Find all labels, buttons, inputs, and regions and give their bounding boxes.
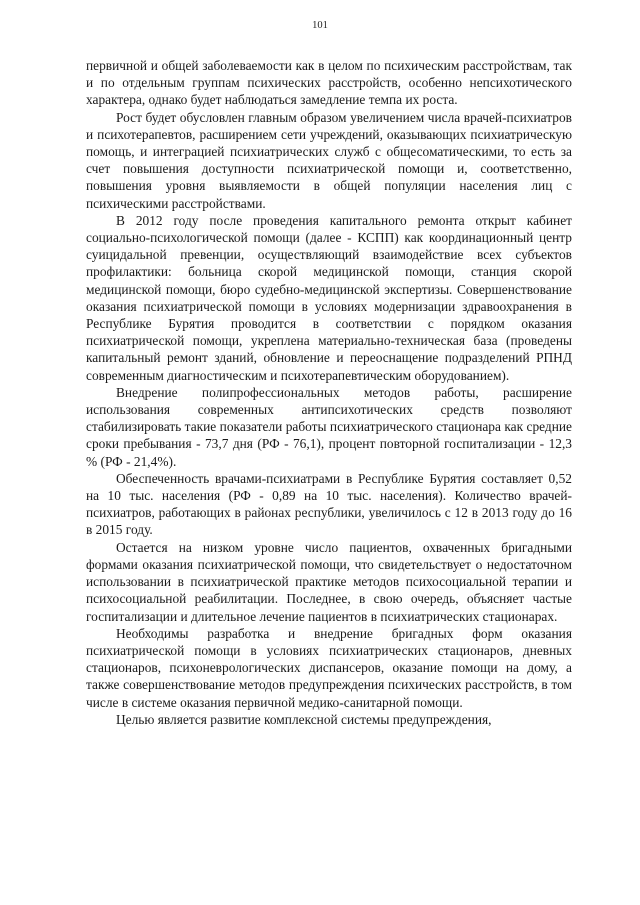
paragraph: Необходимы разработка и внедрение бригадных форм оказания психиатрической помощи в условиях психиатрических стационаров, дневных стационаров, психоневрологических диспансеров, оказание помощи на дому, а также совершенствование методов предупреждения психических расстройств, в том числе в системе оказания первичной медико-санитарной помощи.	[86, 625, 572, 710]
paragraph: первичной и общей заболеваемости как в целом по психическим расстройствам, так и по отдельным группам психических расстройств, особенно непсихотического характера, однако будет наблюдаться замедление темпа их роста.	[86, 58, 572, 108]
paragraph: Обеспеченность врачами-психиатрами в Республике Бурятия составляет 0,52 на 10 тыс. населения (РФ - 0,89 на 10 тыс. населения). Количество врачей-психиатров, работающих в районах республики, увеличилось с 12 в 2013 году до 16 в 2015 году.	[86, 470, 572, 538]
paragraph: Внедрение полипрофессиональных методов работы, расширение использования современных антипсихотических средств позволяют стабилизировать такие показатели работы психиатрического стационара как средние сроки пребывания - 73,7 дня (РФ - 76,1), процент повторной госпитализации - 12,3 % (РФ - 21,4%).	[86, 384, 572, 469]
page-number: 101	[312, 20, 328, 31]
body-text	[86, 57, 572, 728]
paragraph: В 2012 году после проведения капитального ремонта открыт кабинет социально-психологической помощи (далее - КСПП) как координационный центр суицидальной превенции, осуществляющий взаимодействие всех субъектов профилактики: больница скорой медицинской помощи, станция скорой медицинской помощи, бюро судебно-медицинской экспертизы. Совершенствование оказания психиатрической помощи в условиях модернизации здравоохранения в Республике Бурятия проводится в соответствии с порядком оказания психиатрической помощи, укреплена материально-техническая база (проведены капитальный ремонт зданий, обновление и переоснащение подразделений РПНД современным диагностическим и психотерапевтическим оборудованием).	[86, 212, 572, 383]
paragraph: Рост будет обусловлен главным образом увеличением числа врачей-психиатров и психотерапевтов, расширением сети учреждений, оказывающих психиатрическую помощь, и интеграцией психиатрических служб с общесоматическими, то есть за счет повышения доступности психиатрической помощи и, соответственно, повышения уровня выявляемости в общей популяции населения лиц с психическими расстройствами.	[86, 109, 572, 211]
paragraph: Целью является развитие комплексной системы предупреждения,	[116, 711, 492, 727]
paragraph: Остается на низком уровне число пациентов, охваченных бригадными формами оказания психиатрической помощи, что свидетельствует о недостаточном использовании в психиатрической практике методов психосоциальной терапии и психосоциальной реабилитации. Последнее, в свою очередь, объясняет частые госпитализации и длительное лечение пациентов в психиатрических стационарах.	[86, 539, 572, 624]
